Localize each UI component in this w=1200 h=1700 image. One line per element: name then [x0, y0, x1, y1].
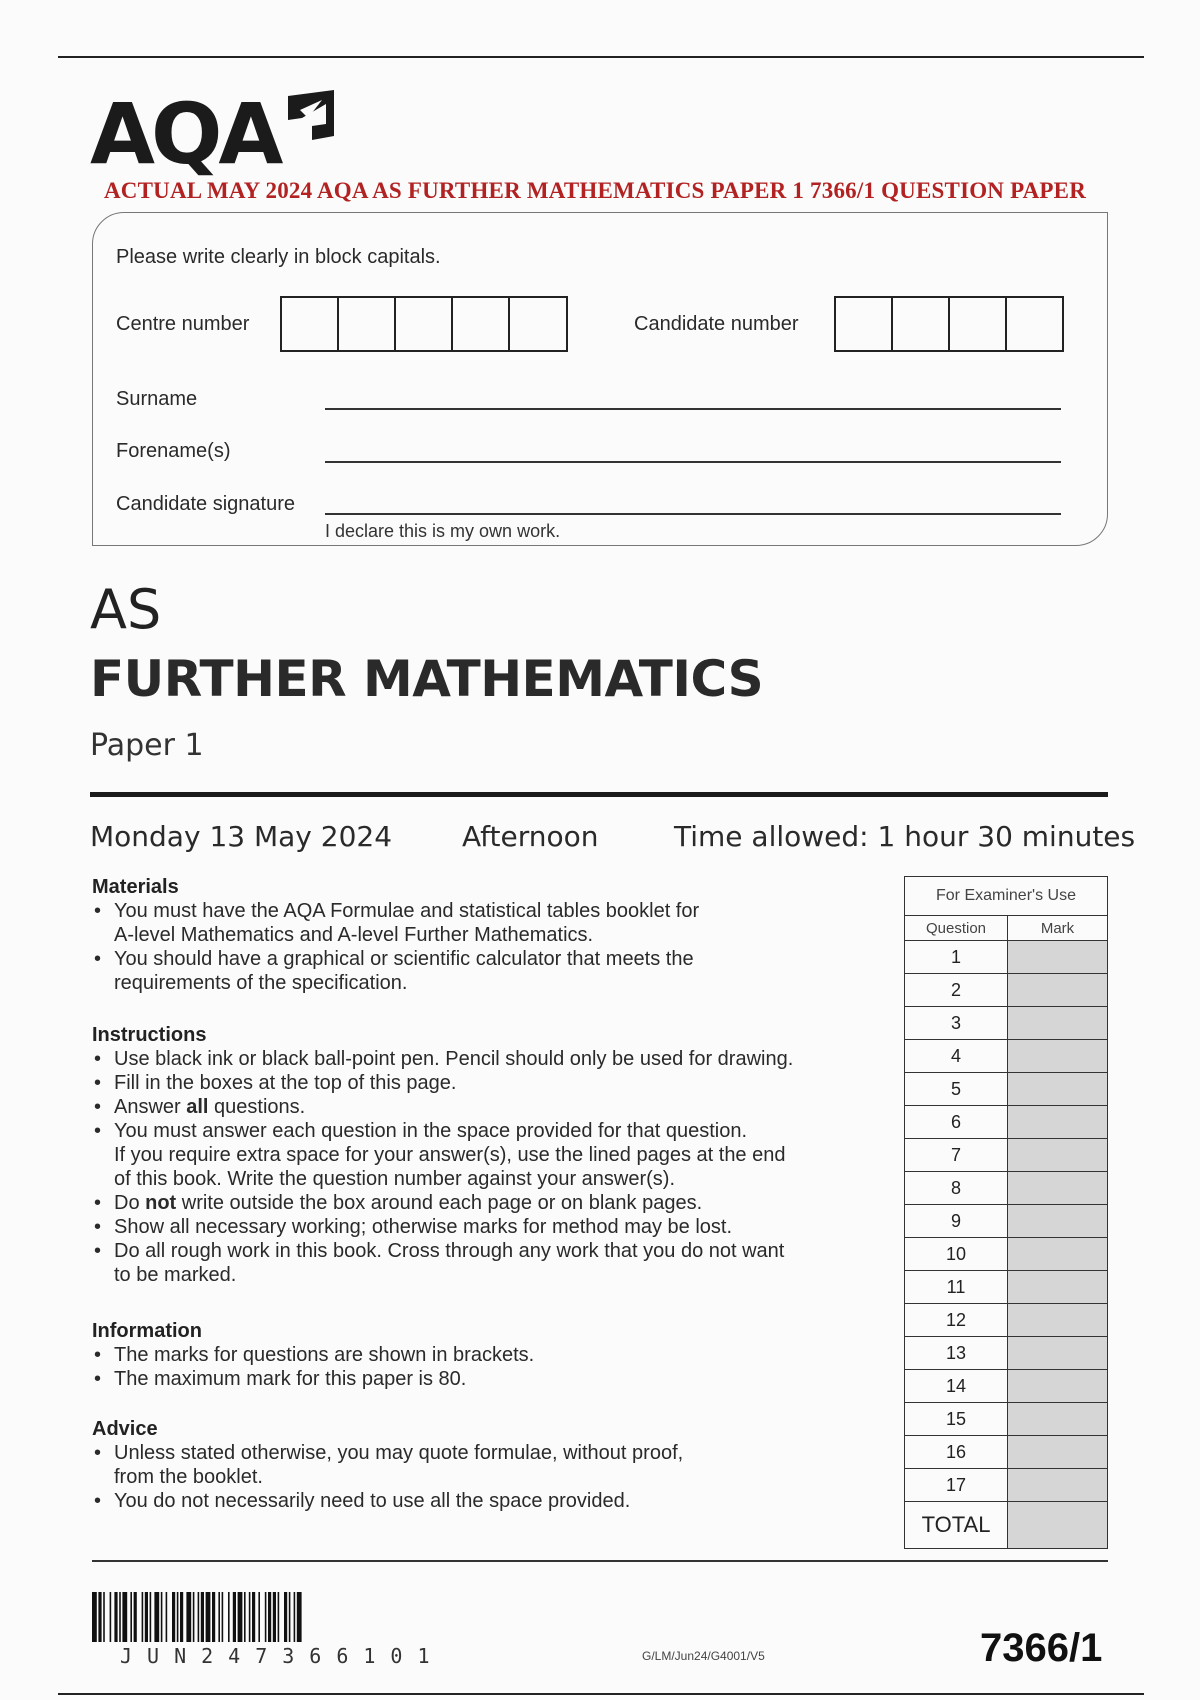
list-item: A-level Mathematics and A-level Further Mathematics. [114, 924, 594, 946]
table-row [905, 1469, 1108, 1502]
question-number: 14 [905, 1370, 1008, 1403]
question-number: 17 [905, 1469, 1008, 1502]
barcode-bar [273, 1592, 276, 1642]
table-row [905, 1073, 1108, 1106]
digit-box[interactable] [950, 298, 1007, 350]
barcode-bar [238, 1592, 243, 1642]
mark-cell [1008, 1403, 1108, 1436]
time-allowed: Time allowed: 1 hour 30 minutes [674, 820, 1136, 853]
question-number: 15 [905, 1403, 1008, 1436]
question-number: 16 [905, 1436, 1008, 1469]
mark-cell [1008, 1205, 1108, 1238]
title-rule [90, 792, 1108, 797]
footer-rule [92, 1560, 1108, 1562]
mark-cell [1008, 941, 1108, 974]
barcode-bar [297, 1592, 302, 1642]
barcode-bar [193, 1592, 195, 1642]
question-column-header: Question [905, 916, 1008, 941]
instructions-heading: Instructions [92, 1024, 207, 1046]
question-number: 11 [905, 1271, 1008, 1304]
barcode-bar [265, 1592, 267, 1642]
candidate-number-label: Candidate number [634, 313, 799, 335]
table-row [905, 1139, 1108, 1172]
examiner-use-table [904, 876, 1108, 1549]
advice-heading: Advice [92, 1418, 158, 1440]
declaration-text: I declare this is my own work. [325, 521, 561, 541]
list-item: • You do not necessarily need to use all the space provided. [92, 1489, 872, 1513]
barcode-bar [130, 1592, 132, 1642]
question-number: 4 [905, 1040, 1008, 1073]
signature-label: Candidate signature [116, 493, 296, 515]
table-row [905, 1205, 1108, 1238]
digit-box[interactable] [1007, 298, 1062, 350]
question-number: 10 [905, 1238, 1008, 1271]
barcode-bar [186, 1592, 191, 1642]
instructions-section [92, 1024, 892, 1287]
list-item: • Do not write outside the box around each page or on blank pages. [92, 1191, 892, 1215]
paper-code: 7366/1 [980, 1626, 1103, 1670]
barcode-bar [154, 1592, 159, 1642]
list-item: • You should have a graphical or scientific calculator that meets the [92, 947, 872, 971]
table-row [905, 1370, 1108, 1403]
barcode-bar [258, 1592, 260, 1642]
barcode-bar [252, 1592, 255, 1642]
table-row [905, 1337, 1108, 1370]
bottom-rule [58, 1693, 1144, 1695]
list-item: • Fill in the boxes at the top of this page. [92, 1071, 892, 1095]
barcode-bar [145, 1592, 148, 1642]
table-row [905, 1436, 1108, 1469]
digit-box[interactable] [282, 298, 339, 350]
advice-section [92, 1418, 872, 1513]
barcode-bar [177, 1592, 179, 1642]
mark-cell [1008, 1139, 1108, 1172]
table-row [905, 1106, 1108, 1139]
mark-cell [1008, 1007, 1108, 1040]
list-item: requirements of the specification. [114, 972, 408, 994]
barcode-bar [198, 1592, 200, 1642]
examiner-table-heading: For Examiner's Use [905, 877, 1108, 916]
list-item: • Do all rough work in this book. Cross through any work that you do not want [92, 1239, 892, 1263]
barcode-bar [222, 1592, 224, 1642]
forenames-label: Forename(s) [116, 440, 231, 462]
table-row [905, 1304, 1108, 1337]
barcode-digits: JUN247366101 [120, 1644, 445, 1668]
exam-date: Monday 13 May 2024 [90, 820, 393, 853]
question-number: 13 [905, 1337, 1008, 1370]
question-number: 12 [905, 1304, 1008, 1337]
barcode-bar [249, 1592, 251, 1642]
barcode [92, 1592, 476, 1642]
information-section [92, 1320, 872, 1391]
barcode-bar [278, 1592, 280, 1642]
list-item: to be marked. [114, 1264, 237, 1286]
digit-box[interactable] [396, 298, 453, 350]
barcode-bar [166, 1592, 168, 1642]
list-item: If you require extra space for your answer(s), use the lined pages at the end [114, 1144, 786, 1166]
table-row [905, 1403, 1108, 1436]
barcode-bar [150, 1592, 152, 1642]
question-number: 3 [905, 1007, 1008, 1040]
question-number: 9 [905, 1205, 1008, 1238]
barcode-bar [103, 1592, 105, 1642]
materials-heading: Materials [92, 876, 179, 898]
mark-cell [1008, 1370, 1108, 1403]
barcode-bar [142, 1592, 144, 1642]
barcode-bar [294, 1592, 296, 1642]
question-number: 5 [905, 1073, 1008, 1106]
block-capitals-instruction: Please write clearly in block capitals. [116, 246, 441, 268]
digit-box[interactable] [339, 298, 396, 350]
digit-box[interactable] [453, 298, 510, 350]
barcode-bar [114, 1592, 117, 1642]
list-item: • You must have the AQA Formulae and statistical tables booklet for [92, 899, 872, 923]
barcode-bar [206, 1592, 211, 1642]
list-item: • You must answer each question in the space provided for that question. [92, 1119, 892, 1143]
barcode-bar [268, 1592, 271, 1642]
barcode-bar [119, 1592, 121, 1642]
information-heading: Information [92, 1320, 202, 1342]
barcode-bar [172, 1592, 175, 1642]
document-reference: G/LM/Jun24/G4001/V5 [642, 1649, 765, 1663]
barcode-bar [180, 1592, 183, 1642]
barcode-bar [284, 1592, 287, 1642]
barcode-bar [161, 1592, 163, 1642]
list-item: of this book. Write the question number against your answer(s). [114, 1168, 676, 1190]
list-item: • Show all necessary working; otherwise marks for method may be lost. [92, 1215, 892, 1239]
surname-field[interactable] [325, 408, 1061, 410]
question-number: 6 [905, 1106, 1008, 1139]
table-row [905, 1271, 1108, 1304]
barcode-bar [122, 1592, 127, 1642]
table-row [905, 1007, 1108, 1040]
forenames-field[interactable] [325, 461, 1061, 463]
mark-cell [1008, 1271, 1108, 1304]
materials-section [92, 876, 872, 995]
document-banner: ACTUAL MAY 2024 AQA AS FURTHER MATHEMATICS PAPER 1 7366/1 QUESTION PAPER [104, 178, 1087, 203]
mark-cell [1008, 1106, 1108, 1139]
aqa-logo [90, 82, 360, 182]
barcode-bar [228, 1592, 230, 1642]
list-item: • The marks for questions are shown in brackets. [92, 1343, 872, 1367]
digit-box[interactable] [510, 298, 566, 350]
barcode-bar [233, 1592, 236, 1642]
mark-cell [1008, 1238, 1108, 1271]
total-label: TOTAL [905, 1502, 1008, 1549]
surname-label: Surname [116, 388, 198, 410]
mark-cell [1008, 1436, 1108, 1469]
mark-cell [1008, 1469, 1108, 1502]
barcode-bar [212, 1592, 215, 1642]
question-number: 8 [905, 1172, 1008, 1205]
list-item: • Use black ink or black ball-point pen. Pencil should only be used for drawing. [92, 1047, 892, 1071]
signature-field[interactable] [325, 513, 1061, 515]
mark-column-header: Mark [1008, 916, 1108, 941]
mark-cell [1008, 1040, 1108, 1073]
mark-cell [1008, 1172, 1108, 1205]
qualification-level: AS [90, 578, 162, 641]
aqa-logo-mark-icon [282, 88, 342, 148]
barcode-bar [218, 1592, 220, 1642]
list-item: • Unless stated otherwise, you may quote formulae, without proof, [92, 1441, 872, 1465]
paper-title: Paper 1 [90, 728, 204, 763]
total-mark-cell [1008, 1502, 1108, 1549]
list-item: • Answer all questions. [92, 1095, 892, 1119]
digit-box[interactable] [836, 298, 893, 350]
barcode-bar [289, 1592, 291, 1642]
mark-cell [1008, 974, 1108, 1007]
barcode-bar [98, 1592, 101, 1642]
mark-cell [1008, 1073, 1108, 1106]
list-item: from the booklet. [114, 1466, 263, 1488]
centre-number-boxes[interactable] [280, 296, 568, 352]
table-row [905, 1172, 1108, 1205]
question-number: 7 [905, 1139, 1008, 1172]
barcode-bar [92, 1592, 97, 1642]
question-number: 2 [905, 974, 1008, 1007]
barcode-bar [110, 1592, 112, 1642]
barcode-bar [134, 1592, 137, 1642]
digit-box[interactable] [893, 298, 950, 350]
barcode-bar [244, 1592, 246, 1642]
table-row [905, 1040, 1108, 1073]
list-item: • The maximum mark for this paper is 80. [92, 1367, 872, 1391]
logo-text: AQA [90, 85, 280, 183]
top-rule [58, 56, 1144, 58]
candidate-number-boxes[interactable] [834, 296, 1064, 352]
table-row [905, 941, 1108, 974]
exam-session: Afternoon [462, 820, 599, 853]
question-number: 1 [905, 941, 1008, 974]
subject-title: FURTHER MATHEMATICS [90, 650, 764, 708]
mark-cell [1008, 1304, 1108, 1337]
table-row [905, 1238, 1108, 1271]
mark-cell [1008, 1337, 1108, 1370]
barcode-bar [201, 1592, 204, 1642]
centre-number-label: Centre number [116, 313, 250, 335]
table-row [905, 974, 1108, 1007]
